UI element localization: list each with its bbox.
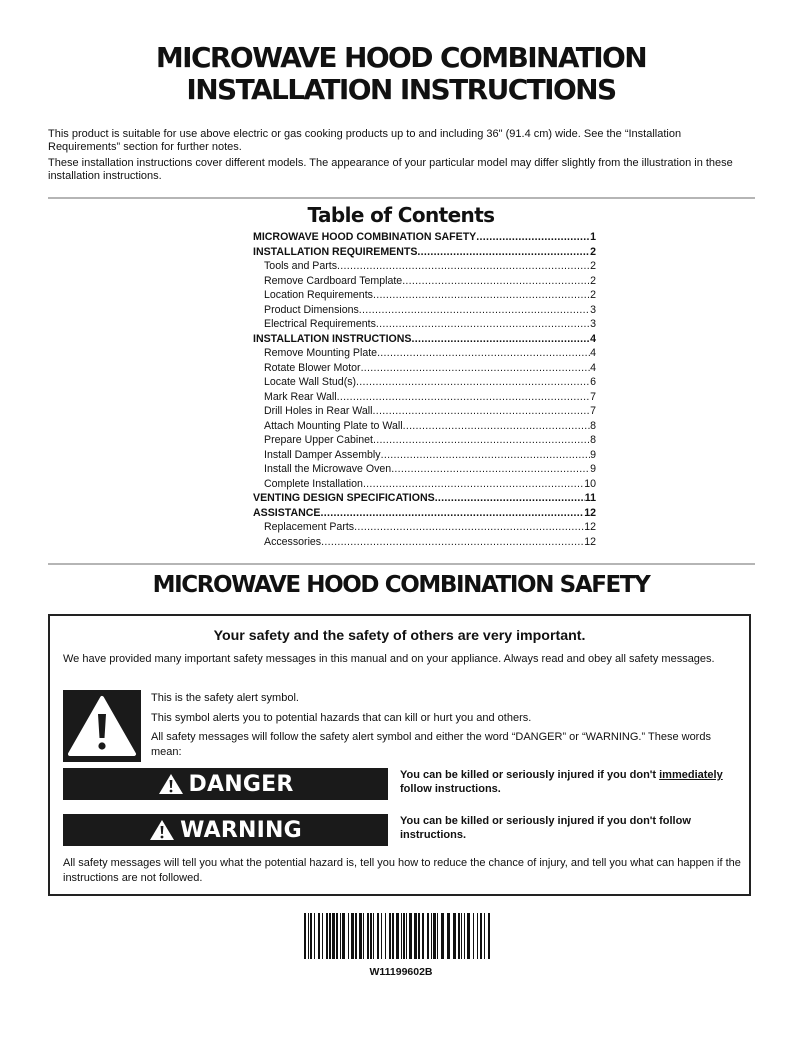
toc-entry-label: Complete Installation bbox=[264, 477, 363, 490]
toc-entry bbox=[253, 259, 596, 274]
toc-entry bbox=[253, 535, 596, 550]
warning-message: You can be killed or seriously injured if you don't follow instructions. bbox=[400, 815, 691, 841]
toc-dot-leader bbox=[373, 433, 590, 448]
toc-entry-label: Remove Mounting Plate bbox=[264, 347, 378, 359]
barcode bbox=[304, 913, 490, 959]
toc-entry-page: 2 bbox=[590, 274, 596, 287]
toc-entry-page: 4 bbox=[590, 332, 596, 345]
warning-banner bbox=[63, 814, 388, 846]
safety-box bbox=[48, 614, 751, 896]
warning-label: WARNING bbox=[180, 817, 302, 843]
danger-message-text: You can be killed or seriously injured if you don't bbox=[400, 769, 660, 781]
divider bbox=[48, 197, 755, 199]
danger-message bbox=[400, 768, 745, 796]
toc-entry-label: Electrical Requirements bbox=[264, 318, 376, 330]
toc-dot-leader bbox=[363, 477, 584, 492]
toc-entry bbox=[253, 346, 596, 361]
toc-entry-page: 7 bbox=[590, 390, 596, 403]
danger-banner bbox=[63, 768, 388, 800]
danger-alert-icon bbox=[158, 773, 184, 795]
toc-dot-leader bbox=[435, 491, 585, 506]
toc-entry bbox=[253, 375, 596, 390]
intro-paragraph-2: These installation instructions cover different models. The appearance of your particular model may differ slightly from the illustration in these installation instructions. bbox=[48, 157, 733, 182]
toc-entry-page: 4 bbox=[590, 361, 596, 374]
alert-line: All safety messages will follow the safety alert symbol and either the word “DANGER” or “WARNING.” These words mean: bbox=[151, 731, 711, 758]
toc-entry-page: 1 bbox=[590, 231, 596, 243]
toc-entry-page: 3 bbox=[590, 303, 596, 316]
barcode-number: W11199602B bbox=[369, 966, 433, 978]
toc-dot-leader bbox=[476, 230, 590, 245]
toc-dot-leader bbox=[337, 259, 590, 274]
toc-entry-page: 10 bbox=[584, 477, 596, 490]
danger-message-emphasis: immediately bbox=[659, 769, 723, 781]
toc-dot-leader bbox=[381, 448, 591, 463]
toc-entry bbox=[253, 462, 596, 477]
toc-entry-page: 12 bbox=[584, 535, 596, 548]
table-of-contents bbox=[253, 230, 596, 549]
toc-entry bbox=[253, 303, 596, 318]
toc-dot-leader bbox=[403, 419, 591, 434]
toc-entry-page: 7 bbox=[590, 405, 596, 417]
toc-entry-page: 2 bbox=[590, 245, 596, 258]
toc-dot-leader bbox=[321, 506, 585, 521]
toc-entry-label: Install Damper Assembly bbox=[264, 448, 381, 461]
alert-line: This symbol alerts you to potential hazards that can kill or hurt you and others. bbox=[151, 711, 532, 724]
safety-footer: All safety messages will tell you what the potential hazard is, tell you how to reduce the chance of injury, and tell you what can happen if the instructions are not followed. bbox=[63, 857, 741, 884]
toc-entry-label: Attach Mounting Plate to Wall bbox=[264, 419, 403, 432]
toc-entry-page: 11 bbox=[584, 492, 596, 504]
toc-entry bbox=[253, 506, 596, 521]
toc-entry-label: MICROWAVE HOOD COMBINATION SAFETY bbox=[253, 231, 477, 243]
toc-entry-label: Rotate Blower Motor bbox=[264, 361, 361, 374]
toc-entry-label: Remove Cardboard Template bbox=[264, 274, 403, 287]
toc-entry-page: 8 bbox=[590, 434, 596, 446]
document-title bbox=[0, 42, 802, 106]
safety-section-title: MICROWAVE HOOD COMBINATION SAFETY bbox=[152, 572, 650, 598]
toc-dot-leader bbox=[373, 404, 591, 419]
toc-dot-leader bbox=[354, 520, 584, 535]
safety-alert-symbol-icon bbox=[63, 690, 141, 762]
alert-explanation bbox=[151, 691, 711, 764]
toc-dot-leader bbox=[391, 462, 590, 477]
title-line-2: INSTALLATION INSTRUCTIONS bbox=[186, 73, 616, 106]
toc-entry bbox=[253, 230, 596, 245]
toc-entry-page: 12 bbox=[584, 521, 596, 533]
toc-entry-page: 3 bbox=[590, 318, 596, 330]
toc-dot-leader bbox=[376, 317, 590, 332]
danger-label: DANGER bbox=[188, 771, 294, 797]
toc-dot-leader bbox=[402, 274, 590, 289]
toc-dot-leader bbox=[361, 361, 591, 376]
toc-dot-leader bbox=[356, 375, 590, 390]
toc-entry bbox=[253, 433, 596, 448]
toc-entry-label: Location Requirements bbox=[264, 289, 373, 301]
toc-entry-label: Product Dimensions bbox=[264, 303, 359, 316]
toc-entry-label: INSTALLATION REQUIREMENTS bbox=[253, 245, 418, 258]
toc-entry-label: Accessories bbox=[264, 535, 322, 548]
toc-entry bbox=[253, 332, 596, 347]
toc-entry-label: ASSISTANCE bbox=[253, 506, 321, 519]
toc-entry bbox=[253, 390, 596, 405]
toc-entry-page: 6 bbox=[590, 376, 596, 388]
toc-dot-leader bbox=[373, 288, 590, 303]
toc-entry-page: 12 bbox=[584, 506, 596, 519]
alert-line: This is the safety alert symbol. bbox=[151, 692, 299, 704]
toc-entry-label: Install the Microwave Oven bbox=[264, 463, 392, 475]
toc-entry-page: 9 bbox=[590, 448, 596, 461]
toc-entry-page: 9 bbox=[590, 463, 596, 475]
toc-dot-leader bbox=[377, 346, 590, 361]
toc-entry-page: 8 bbox=[590, 419, 596, 432]
toc-entry bbox=[253, 448, 596, 463]
toc-entry bbox=[253, 245, 596, 260]
toc-entry bbox=[253, 361, 596, 376]
toc-entry bbox=[253, 274, 596, 289]
toc-dot-leader bbox=[321, 535, 584, 550]
toc-entry bbox=[253, 491, 596, 506]
toc-entry-label: Mark Rear Wall bbox=[264, 390, 337, 403]
toc-entry bbox=[253, 419, 596, 434]
toc-entry bbox=[253, 317, 596, 332]
toc-entry-label: VENTING DESIGN SPECIFICATIONS bbox=[253, 492, 435, 504]
toc-entry-label: Tools and Parts bbox=[264, 260, 338, 272]
toc-entry-page: 4 bbox=[590, 347, 596, 359]
toc-title: Table of Contents bbox=[307, 203, 495, 227]
toc-entry bbox=[253, 288, 596, 303]
toc-entry bbox=[253, 520, 596, 535]
danger-message-text: follow instructions. bbox=[400, 783, 501, 795]
title-line-1: MICROWAVE HOOD COMBINATION bbox=[155, 41, 647, 74]
toc-dot-leader bbox=[417, 245, 590, 260]
safety-intro: We have provided many important safety messages in this manual and on your appliance. Always read and obey all safety messages. bbox=[63, 653, 715, 665]
toc-entry bbox=[253, 477, 596, 492]
safety-heading: Your safety and the safety of others are very important. bbox=[213, 628, 586, 644]
toc-entry-page: 2 bbox=[590, 260, 596, 272]
toc-dot-leader bbox=[359, 303, 590, 318]
toc-entry-label: Drill Holes in Rear Wall bbox=[264, 405, 373, 417]
toc-entry-label: Replacement Parts bbox=[264, 521, 355, 533]
toc-entry-label: Locate Wall Stud(s) bbox=[264, 376, 357, 388]
toc-dot-leader bbox=[412, 332, 591, 347]
toc-dot-leader bbox=[337, 390, 590, 405]
toc-entry-label: Prepare Upper Cabinet bbox=[264, 434, 373, 446]
divider bbox=[48, 563, 755, 565]
warning-alert-icon bbox=[149, 819, 175, 841]
toc-entry-label: INSTALLATION INSTRUCTIONS bbox=[253, 332, 412, 345]
toc-entry-page: 2 bbox=[590, 289, 596, 301]
intro-paragraph-1: This product is suitable for use above electric or gas cooking products up to and including 36" (91.4 cm) wide. See the “Installation Requirements” section for further notes. bbox=[48, 128, 682, 153]
toc-entry bbox=[253, 404, 596, 419]
